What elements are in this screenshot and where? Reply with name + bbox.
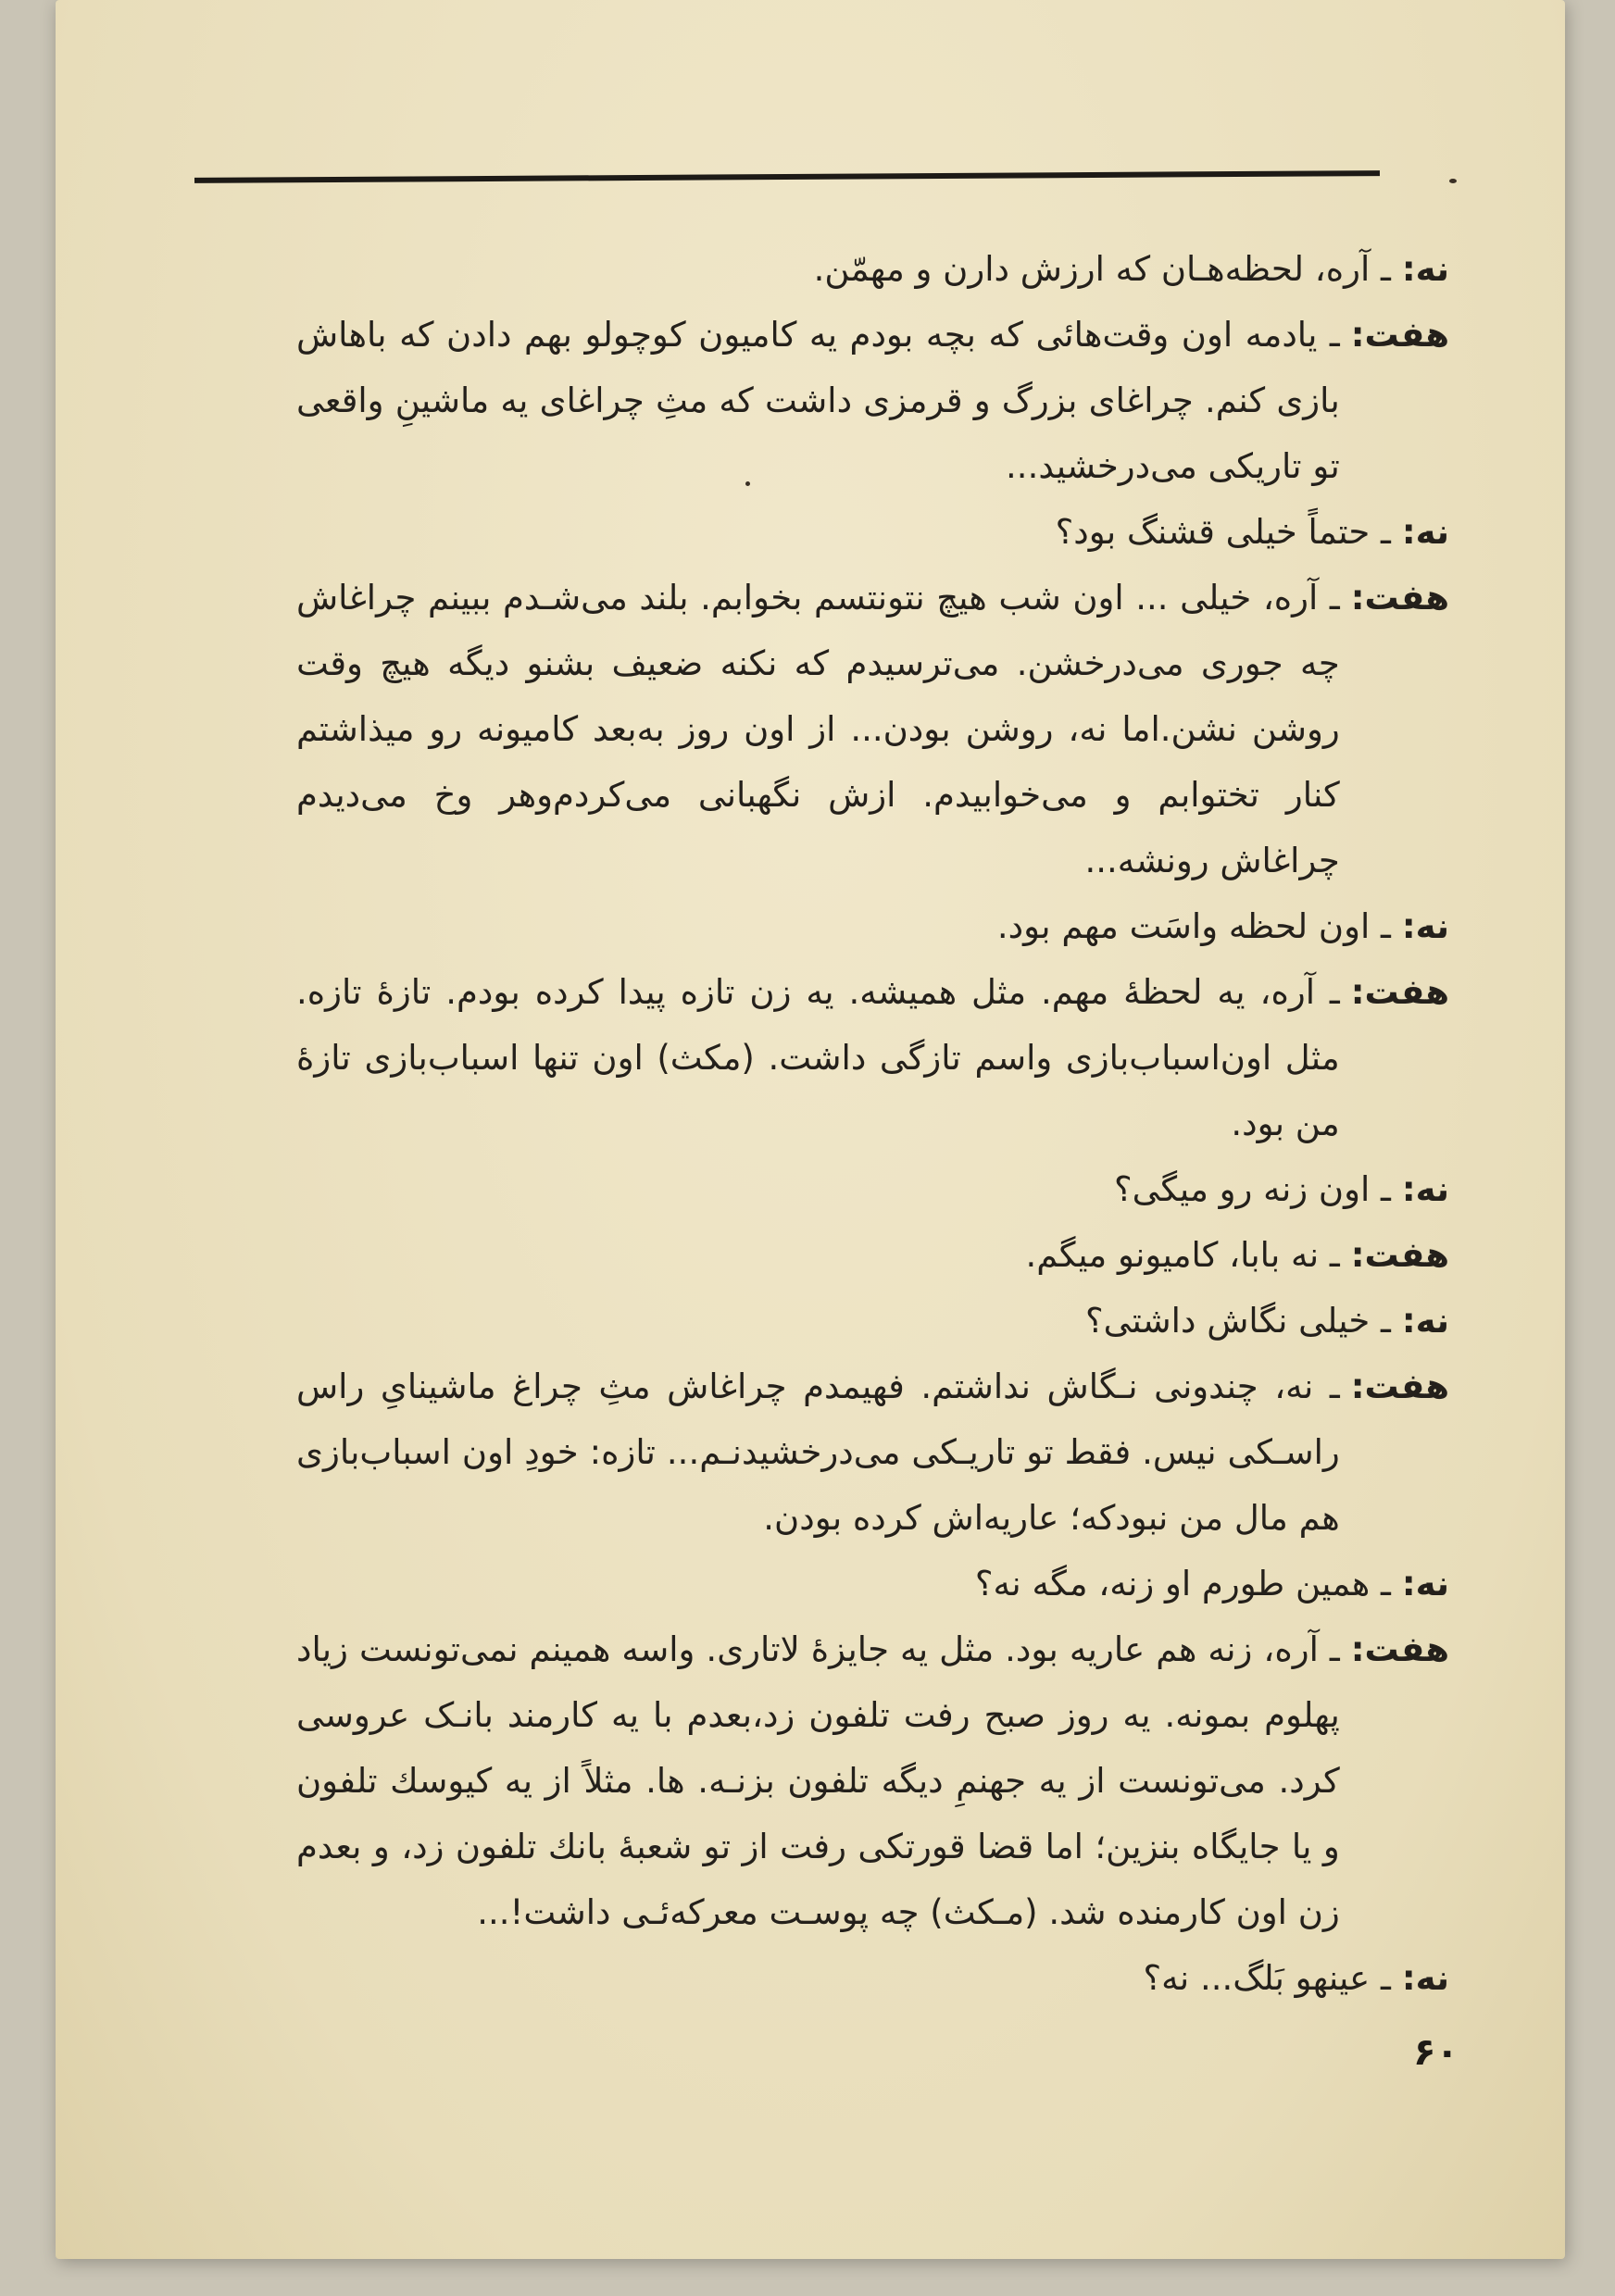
dialogue-turn bbox=[296, 1156, 1449, 1222]
dialogue-turn bbox=[296, 1354, 1449, 1551]
speech-text: ـ آره، زنه هم عاریه بود. مثل یه جایزهٔ لاتاری. واسه همینم نمی‌تونست زیاد پهلوم بمونه. یه روز صبح رفت تلفون زد،بعدم با یه کارمند بانـک عروسی کرد. می‌تونست از یه جهنمِ دیگه تلفون بزنـه. ها. مثلاً از یه کیوسك تلفون و یا جایگاه بنزین؛ اما قضا قورتکی رفت از تو شعبهٔ بانك تلفون زد، و بعدم زن اون کارمنده شد. (مـکث) چه پوسـت معرکه‌ئـی داشت!... bbox=[296, 1629, 1340, 1932]
book-page bbox=[56, 0, 1565, 2259]
speech-text: ـ آره، لحظه‌هـان که ارزش دارن و مهمّن. bbox=[813, 249, 1391, 289]
dialogue-turn bbox=[296, 1616, 1449, 1945]
speech-text: ـ آره، خیلی ... اون شب هیچ نتونتسم بخوابم. بلند می‌شـدم ببینم چراغاش چه جوری می‌درخشن. می‌ترسیدم که نکنه ضعیف بشنو دیگه هیچ وقت روشن نشن.اما نه، روشن بودن... از اون روز به‌بعد کامیونه رو میذاشتم کنار تختوابم و می‌خوابیدم. ازش نگهبانی می‌کردم‌وهر وخ می‌دیدم چراغاش رونشه... bbox=[296, 578, 1340, 880]
speaker-label: نه: bbox=[1401, 512, 1449, 552]
speech-text: ـ خیلی نگاش داشتی؟ bbox=[1085, 1301, 1391, 1341]
speech-text: ـ اون لحظه واسَت مهم بود. bbox=[996, 906, 1391, 946]
dialogue-turn bbox=[296, 236, 1449, 302]
page-number: ۶۰ bbox=[1413, 2031, 1459, 2074]
dialogue-turn bbox=[296, 302, 1449, 499]
speaker-label: نه: bbox=[1401, 249, 1449, 289]
speaker-label: هفت: bbox=[1350, 1629, 1449, 1669]
speaker-label: هفت: bbox=[1350, 1235, 1449, 1275]
dialogue-turn bbox=[296, 893, 1449, 959]
dialogue-turn bbox=[296, 1551, 1449, 1616]
speaker-label: هفت: bbox=[1350, 972, 1449, 1012]
dialogue-turn bbox=[296, 1288, 1449, 1354]
speech-text: ـ عینهو بَلگ... نه؟ bbox=[1143, 1958, 1391, 1998]
dialogue-text bbox=[296, 236, 1449, 2011]
speaker-label: هفت: bbox=[1350, 1366, 1449, 1406]
dialogue-turn bbox=[296, 499, 1449, 565]
speaker-label: هفت: bbox=[1350, 578, 1449, 618]
speech-text: ـ یادمه اون وقت‌هائی که بچه بودم یه کامیون کوچولو بهم دادن که باهاش بازی کنم. چراغای بزرگ و قرمزی داشت که مثِ چراغای یه ماشینِ واقعی تو تاریکی می‌درخشید... bbox=[296, 315, 1340, 486]
speech-text: ـ نه بابا، کامیونو میگم. bbox=[1025, 1235, 1340, 1275]
speaker-label: نه: bbox=[1401, 1958, 1449, 1998]
paper-speck bbox=[745, 481, 750, 486]
speech-text: ـ نه، چندونی نـگاش نداشتم. فهیمدم چراغاش مثِ چراغ ماشینایِ راس راسـکی نیس. فقط تو تاریـکی می‌درخشیدنـم... تازه: خودِ اون اسباب‌بازی هم مال من نبودکه؛ عاریه‌اش کرده بودن. bbox=[296, 1366, 1340, 1538]
header-rule bbox=[194, 170, 1380, 183]
dialogue-turn bbox=[296, 1945, 1449, 2011]
speaker-label: نه: bbox=[1401, 1564, 1449, 1603]
paper-speck bbox=[1449, 179, 1457, 183]
speaker-label: نه: bbox=[1401, 1169, 1449, 1209]
speaker-label: نه: bbox=[1401, 1301, 1449, 1341]
speech-text: ـ همین طورم او زنه، مگه نه؟ bbox=[974, 1564, 1391, 1603]
dialogue-turn bbox=[296, 959, 1449, 1156]
speech-text: ـ اون زنه رو میگی؟ bbox=[1114, 1169, 1391, 1209]
speaker-label: هفت: bbox=[1350, 315, 1449, 355]
speech-text: ـ حتماً خیلی قشنگ بود؟ bbox=[1055, 512, 1391, 552]
dialogue-turn bbox=[296, 565, 1449, 893]
speech-text: ـ آره، یه لحظهٔ مهم. مثل همیشه. یه زن تازه پیدا کرده بودم. تازهٔ تازه. مثل اون‌اسباب‌بازی واسم تازگی داشت. (مکث) اون تنها اسباب‌بازی تازهٔ من بود. bbox=[296, 972, 1340, 1143]
dialogue-turn bbox=[296, 1222, 1449, 1288]
speaker-label: نه: bbox=[1401, 906, 1449, 946]
